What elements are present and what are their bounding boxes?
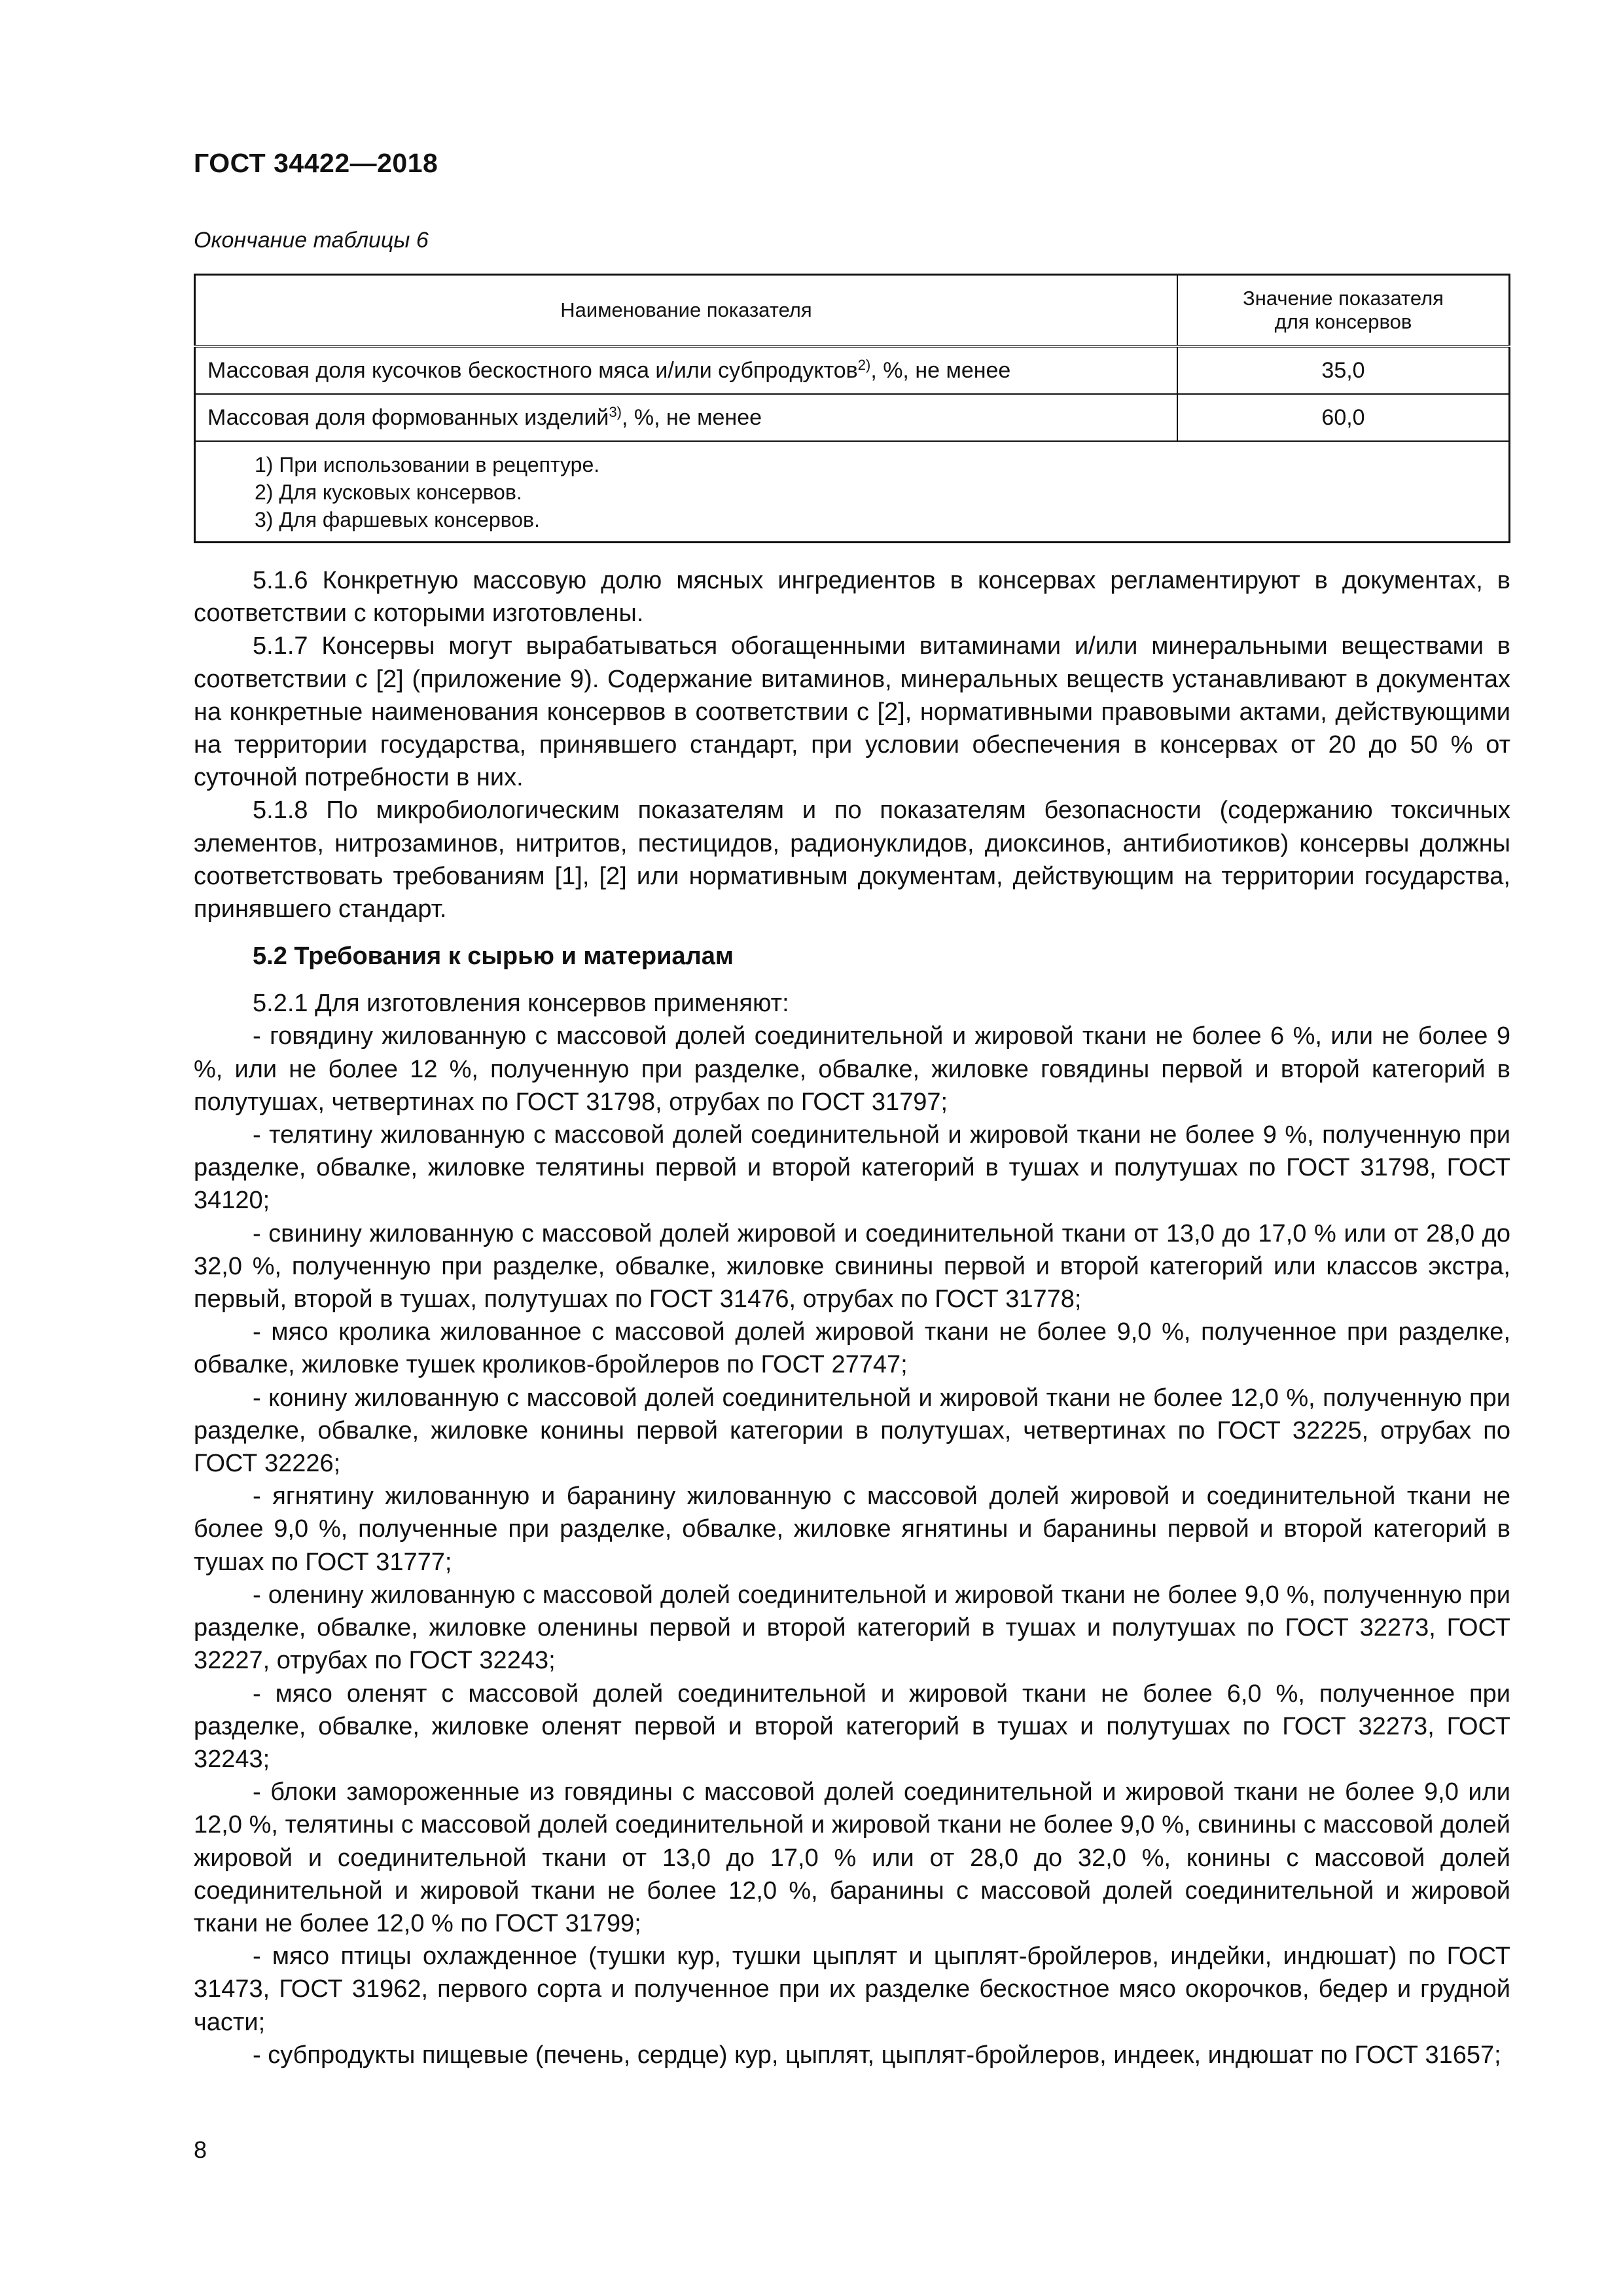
body-text [194,564,1510,2072]
indicator-name [195,394,1178,441]
table-caption: Окончание таблицы 6 [194,228,429,253]
indicator-text: Массовая доля формованных изделий [207,404,609,430]
list-item: - свинину жилованную с массовой долей жировой и соединительной ткани от 13,0 до 17,0 % или от 28,0 до 32,0 %, полученную при разделке, обвалке, жиловке свинины первой и второй категорий или классов экстра, первый, второй в тушах, полутушах по ГОСТ 31476, отрубах по ГОСТ 31778; [194,1219,1510,1314]
table-footnotes [195,441,1510,543]
footnote-ref: 2) [857,356,871,373]
indicator-value: 35,0 [1177,346,1510,394]
table-6 [194,274,1510,543]
table-row [195,394,1510,441]
list-item: - ягнятину жилованную и баранину жилованную с массовой долей жировой и соединительной ткани не более 9,0 %, полученные при разделке, обвалке, жиловке ягнятины и баранины первой и второй категорий в тушах по ГОСТ 31777; [194,1482,1510,1576]
table-footnotes-row [195,441,1510,543]
indicator-value: 60,0 [1177,394,1510,441]
clause-5-1-7: 5.1.7 Консервы могут вырабатываться обогащенными витаминами и/или минеральными веществами в соответствии с [2] (приложение 9). Содержание витаминов, минеральных веществ устанавливают в документах на конкретные наименования консервов в соответствии с [2], нормативными правовыми актами, действующими на территории государства, принявшего стандарт, при условии обеспечения в консервах от 20 до 50 % от суточной потребности в них. [194,632,1510,792]
clause-5-2-1: 5.2.1 Для изготовления консервов применяют: [253,990,789,1018]
clause-5-1-6: 5.1.6 Конкретную массовую долю мясных ингредиентов в консервах регламентируют в документах, в соответствии с которыми изготовлены. [194,567,1510,628]
document-code: ГОСТ 34422—2018 [194,148,438,178]
list-item: - субпродукты пищевые (печень, сердце) кур, цыплят, цыплят-бройлеров, индеек, индюшат по ГОСТ 31657; [253,2041,1501,2069]
list-item: - телятину жилованную с массовой долей соединительной и жировой ткани не более 9 %, полученную при разделке, обвалке, жиловке телятины первой и второй категорий в тушах и полутушах по ГОСТ 31798, ГОСТ 34120; [194,1121,1510,1215]
column-header-name: Наименование показателя [195,275,1178,347]
list-item: - мясо кролика жилованное с массовой долей жировой ткани не более 9,0 %, полученное при разделке, обвалке, жиловке тушек кроликов-бройлеров по ГОСТ 27747; [194,1318,1510,1379]
page-number: 8 [194,2136,207,2163]
list-item: - мясо оленят с массовой долей соединительной и жировой ткани не более 6,0 %, полученное при разделке, обвалке, жиловке оленят первой и второй категорий в тушах и полутушах по ГОСТ 32273, ГОСТ 32243; [194,1679,1510,1773]
section-title-5-2: 5.2 Требования к сырью и материалам [253,942,734,971]
footnote: 3) Для фаршевых консервов. [255,508,540,531]
list-item: - говядину жилованную с массовой долей соединительной и жировой ткани не более 6 %, или не более 9 %, или не более 12 %, полученную при разделке, обвалке, жиловке говядины первой и второй категорий в полутушах, четвертинах по ГОСТ 31798, отрубах по ГОСТ 31797; [194,1022,1510,1116]
list-item: - конину жилованную с массовой долей соединительной и жировой ткани не более 12,0 %, полученную при разделке, обвалке, жиловке конины первой категории в полутушах, четвертинах по ГОСТ 32225, отрубах по ГОСТ 32226; [194,1384,1510,1478]
footnote: 1) При использовании в рецептуре. [255,453,600,476]
column-header-value-line1: Значение показателя [1243,287,1444,310]
footnote-ref: 3) [609,403,622,420]
indicator-name [195,346,1178,394]
indicator-unit: , %, не менее [622,404,762,430]
column-header-value [1177,275,1510,347]
table-row [195,346,1510,394]
list-item: - оленину жилованную с массовой долей соединительной и жировой ткани не более 9,0 %, полученную при разделке, обвалке, жиловке оленины первой и второй категорий в тушах и полутушах по ГОСТ 32273, ГОСТ 32227, отрубах по ГОСТ 32243; [194,1581,1510,1675]
column-header-value-line2: для консервов [1274,310,1412,333]
indicator-text: Массовая доля кусочков бескостного мяса и/или субпродуктов [207,357,858,383]
list-item: - мясо птицы охлажденное (тушки кур, тушки цыплят и цыплят-бройлеров, индейки, индюшат) по ГОСТ 31473, ГОСТ 31962, первого сорта и полученное при их разделке бескостное мясо окорочков, бедер и грудной части; [194,1943,1510,2036]
list-item: - блоки замороженные из говядины с массовой долей соединительной и жировой ткани не более 9,0 или 12,0 %, телятины с массовой долей соединительной и жировой ткани не более 9,0 %, свинины с массовой долей жировой и соединительной ткани от 13,0 до 17,0 % или от 28,0 до 32,0 %, конины с массовой долей соединительной и жировой ткани не более 12,0 %, баранины с массовой долей соединительной и жировой ткани не более 12,0 % по ГОСТ 31799; [194,1778,1510,1937]
table-header-row [195,275,1510,347]
indicator-unit: , %, не менее [870,357,1011,383]
clause-5-1-8: 5.1.8 По микробиологическим показателям и по показателям безопасности (содержанию токсичных элементов, нитрозаминов, нитритов, пестицидов, радионуклидов, диоксинов, антибиотиков) консервы должны соответствовать требованиям [1], [2] или нормативным документам, действующим на территории государства, принявшего стандарт. [194,797,1510,924]
footnote: 2) Для кусковых консервов. [255,480,522,504]
